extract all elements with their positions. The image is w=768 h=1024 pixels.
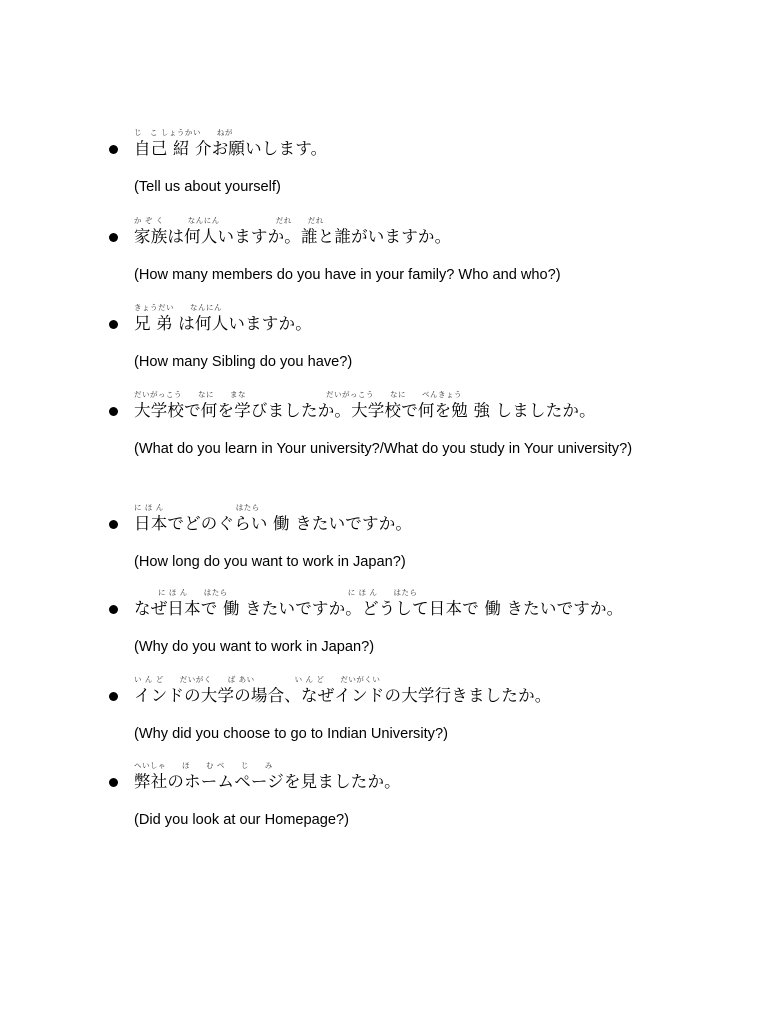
- english-translation: (Did you look at our Homepage?): [134, 812, 349, 828]
- bullet-icon: [109, 520, 118, 529]
- bullet-icon: [109, 233, 118, 242]
- english-translation: (Why do you want to work in Japan?): [134, 639, 375, 655]
- japanese-question: なぜ日本で 働 きたいですか。どうして日本で 働 きたいですか。: [134, 599, 624, 618]
- japanese-question: 自己 紹 介お願いします。: [134, 139, 328, 158]
- furigana: じ こ しょうかい ねが: [134, 128, 233, 137]
- japanese-question: 弊社のホームページを見ましたか。: [134, 772, 401, 791]
- english-translation: (How many members do you have in your family? Who and who?): [134, 267, 561, 283]
- japanese-question: 大学校で何を学びましたか。大学校で何を勉 強 しましたか。: [134, 401, 596, 420]
- furigana: に ほ ん はたら に ほ ん はたら: [134, 588, 418, 597]
- bullet-icon: [109, 320, 118, 329]
- english-translation: (How many Sibling do you have?): [134, 354, 353, 370]
- english-translation: (How long do you want to work in Japan?): [134, 554, 406, 570]
- furigana: だいがっこう なに まな だいがっこう なに べんきょう: [134, 390, 462, 399]
- japanese-question: 家族は何人いますか。誰と誰がいますか。: [134, 227, 452, 246]
- japanese-question: インドの大学の場合、なぜインドの大学行きましたか。: [134, 686, 552, 705]
- bullet-icon: [109, 407, 118, 416]
- bullet-icon: [109, 692, 118, 701]
- english-translation: (What do you learn in Your university?/What do you study in Your university?): [134, 441, 633, 457]
- english-translation: (Tell us about yourself): [134, 179, 281, 195]
- furigana: へいしゃ ほ む べ じ み: [134, 761, 273, 770]
- japanese-question: 兄 弟 は何人いますか。: [134, 314, 312, 333]
- furigana: に ほ ん はたら: [134, 503, 260, 512]
- bullet-icon: [109, 145, 118, 154]
- furigana: か ぞ く なんにん だれ だれ: [134, 216, 324, 225]
- furigana: きょうだい なんにん: [134, 303, 222, 312]
- english-translation: (Why did you choose to go to Indian University?): [134, 726, 448, 742]
- furigana: い ん ど だいがく ば あい い ん ど だいがくい: [134, 675, 381, 684]
- bullet-icon: [109, 778, 118, 787]
- bullet-icon: [109, 605, 118, 614]
- japanese-question: 日本でどのぐらい 働 きたいですか。: [134, 514, 413, 533]
